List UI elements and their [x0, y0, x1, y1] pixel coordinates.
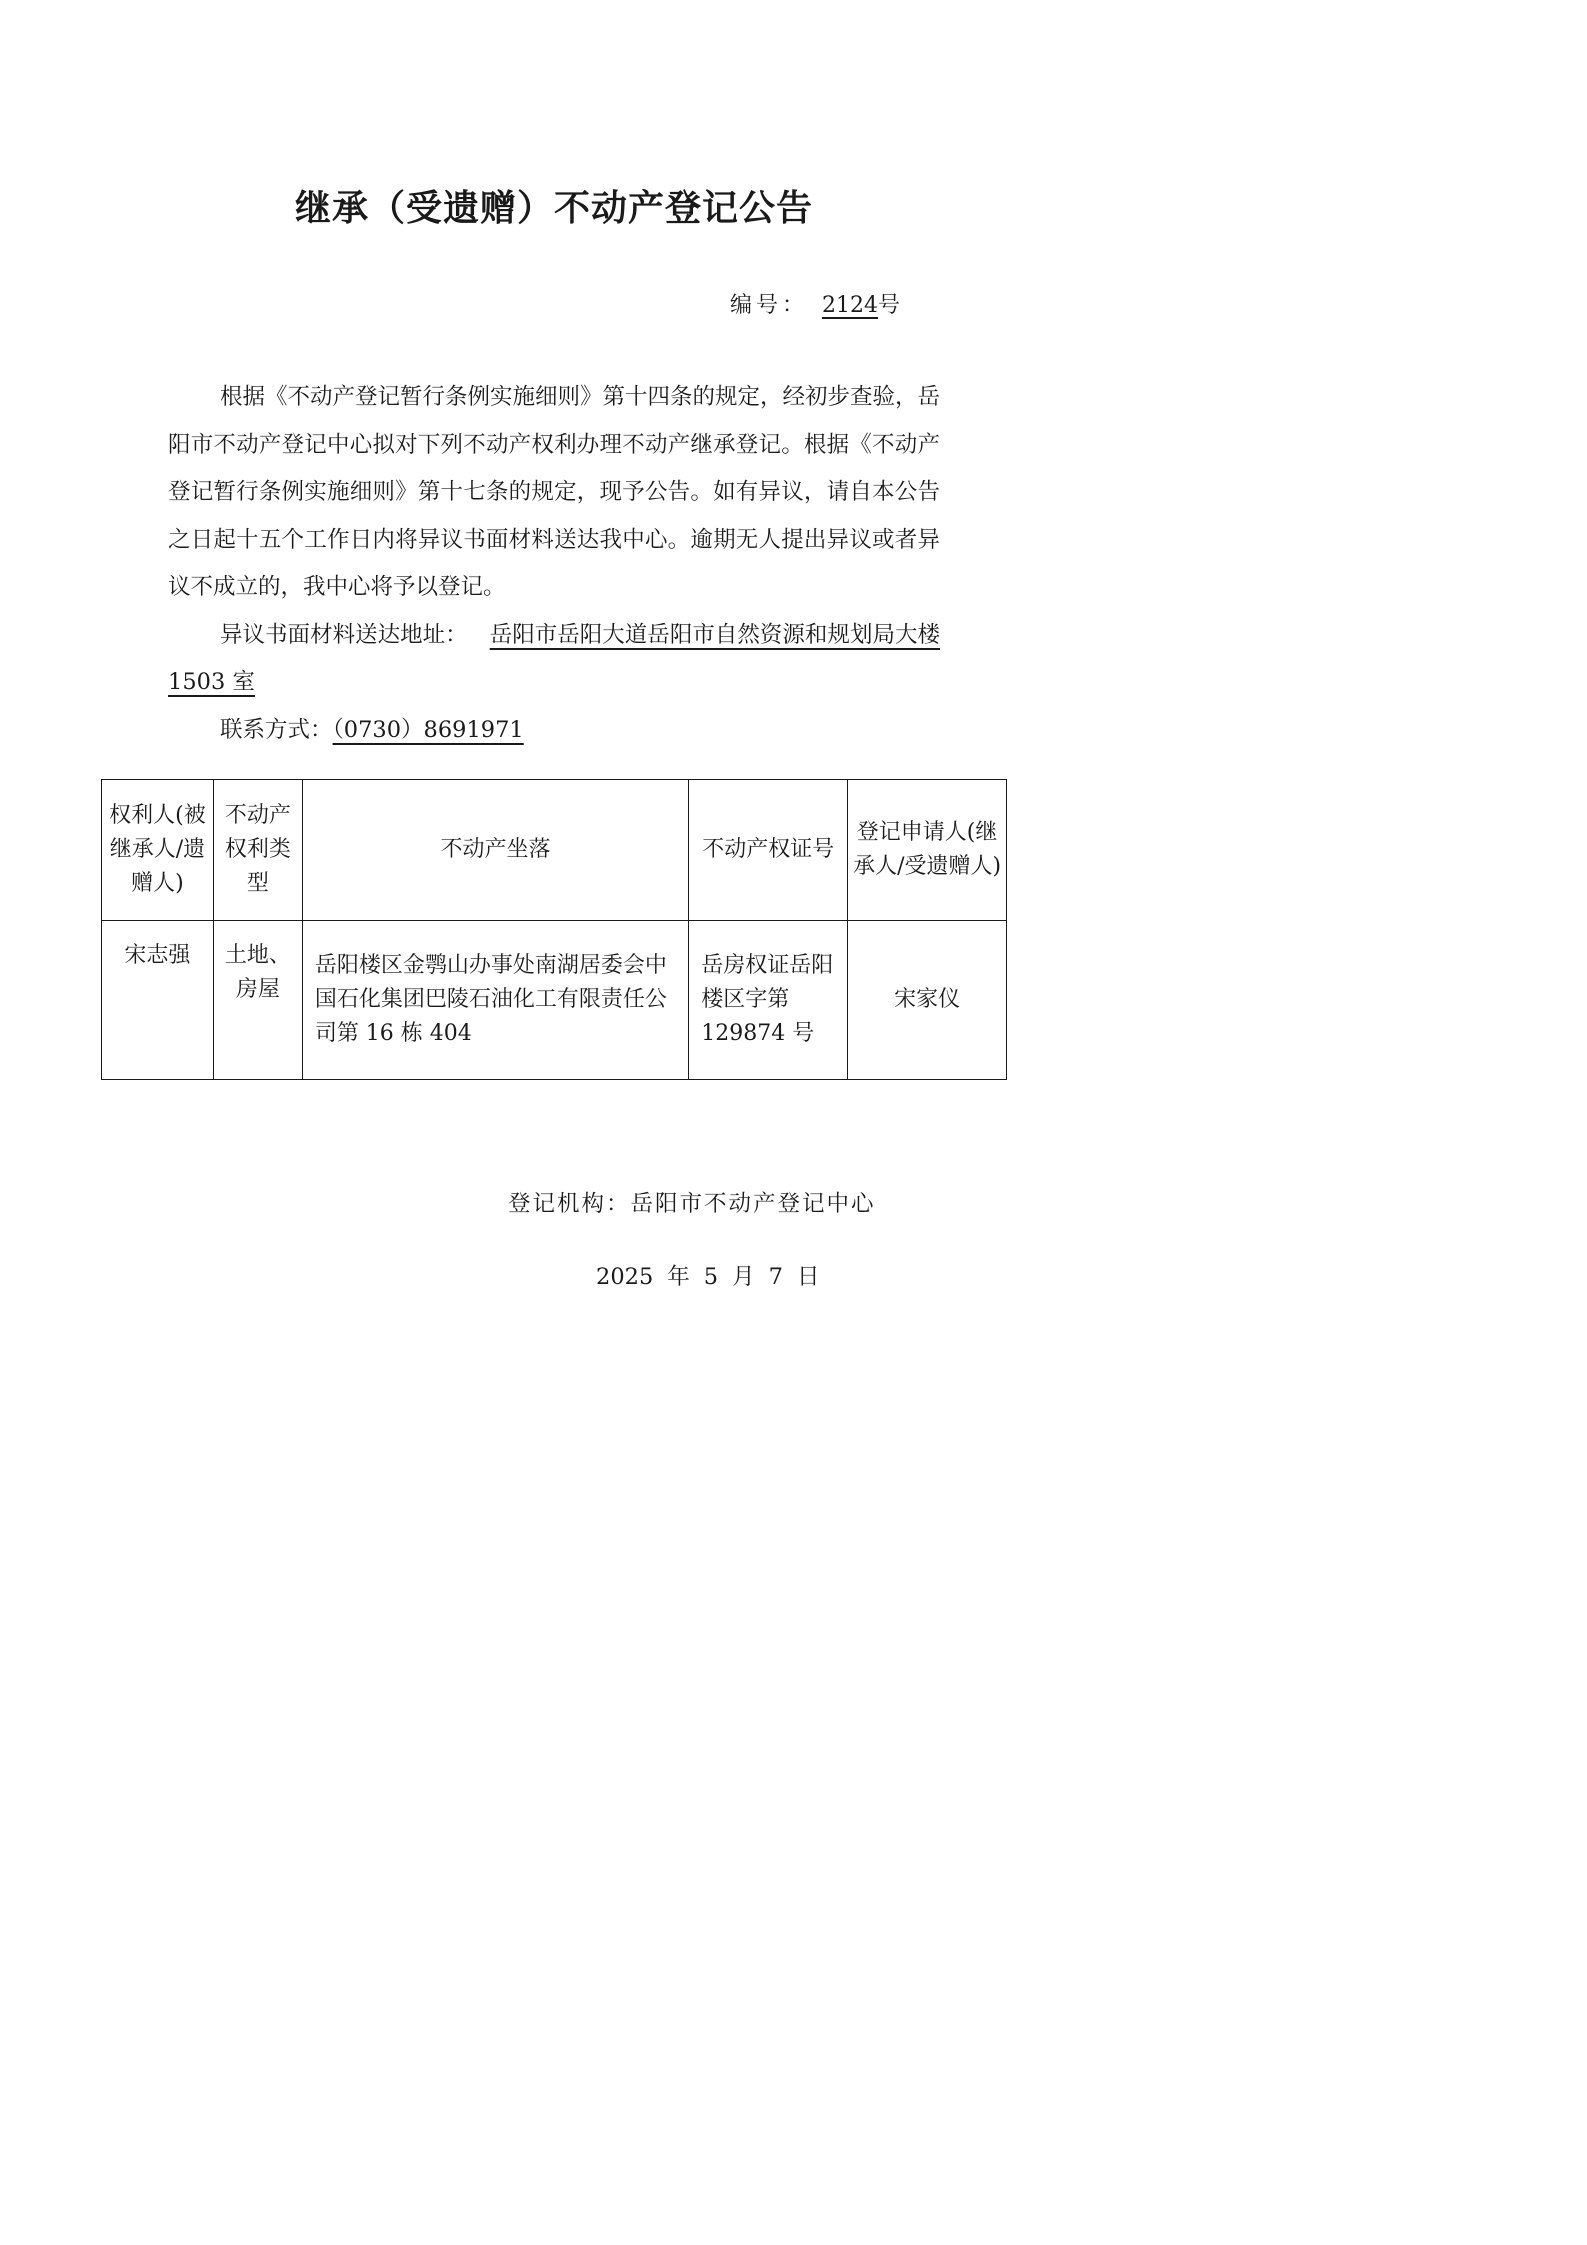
authority-label: 登记机构： — [508, 1191, 631, 1217]
registration-table — [101, 779, 1007, 1080]
table-row — [102, 921, 1007, 1080]
address-label: 异议书面材料送达地址： — [220, 621, 468, 648]
contact-value: （0730）8691971 — [332, 716, 524, 743]
cell-cert-no: 岳房权证岳阳楼区字第 129874 号 — [689, 921, 848, 1080]
header-applicant: 登记申请人(继承人/受遗赠人) — [848, 780, 1007, 921]
cell-owner: 宋志强 — [102, 921, 214, 1080]
registration-authority — [508, 1186, 876, 1218]
header-cert-no: 不动产权证号 — [689, 780, 848, 921]
authority-name: 岳阳市不动产登记中心 — [630, 1191, 876, 1217]
date-month-unit: 月 — [732, 1264, 755, 1290]
document-number-label: 编号： — [730, 293, 809, 318]
date-month: 5 — [703, 1264, 719, 1290]
date-day-unit: 日 — [796, 1264, 820, 1290]
address-line — [168, 612, 940, 707]
header-right-type: 不动产权利类型 — [213, 780, 302, 921]
notice-body — [168, 374, 940, 754]
date-day: 7 — [768, 1264, 783, 1290]
table-header-row — [102, 780, 1007, 921]
notice-paragraph: 根据《不动产登记暂行条例实施细则》第十四条的规定，经初步查验，岳阳市不动产登记中心拟对下列不动产权利办理不动产继承登记。根据《不动产登记暂行条例实施细则》第十七条的规定，现予公告。如有异议，请自本公告之日起十五个工作日内将异议书面材料送达我中心。逾期无人提出异议或者异议不成立的，我中心将予以登记。 — [168, 384, 941, 600]
contact-line — [168, 707, 940, 755]
date-year: 2025 — [596, 1264, 654, 1290]
document-number — [730, 288, 904, 319]
document-number-suffix: 号 — [878, 293, 905, 318]
cell-applicant: 宋家仪 — [848, 921, 1007, 1080]
address-value: 岳阳市岳阳大道岳阳市自然资源和规划局大楼 1503 室 — [168, 621, 940, 695]
document-number-value: 2124 — [822, 293, 879, 318]
header-location: 不动产坐落 — [302, 780, 688, 921]
cell-location: 岳阳楼区金鹗山办事处南湖居委会中国石化集团巴陵石油化工有限责任公司第 16 栋 404 — [302, 921, 688, 1080]
contact-label: 联系方式： — [220, 716, 333, 743]
cell-right-type: 土地、房屋 — [213, 921, 302, 1080]
date-year-unit: 年 — [667, 1264, 690, 1290]
notice-date — [596, 1259, 833, 1291]
page-title: 继承（受遗赠）不动产登记公告 — [294, 188, 813, 229]
header-owner: 权利人(被继承人/遗赠人) — [102, 780, 214, 921]
